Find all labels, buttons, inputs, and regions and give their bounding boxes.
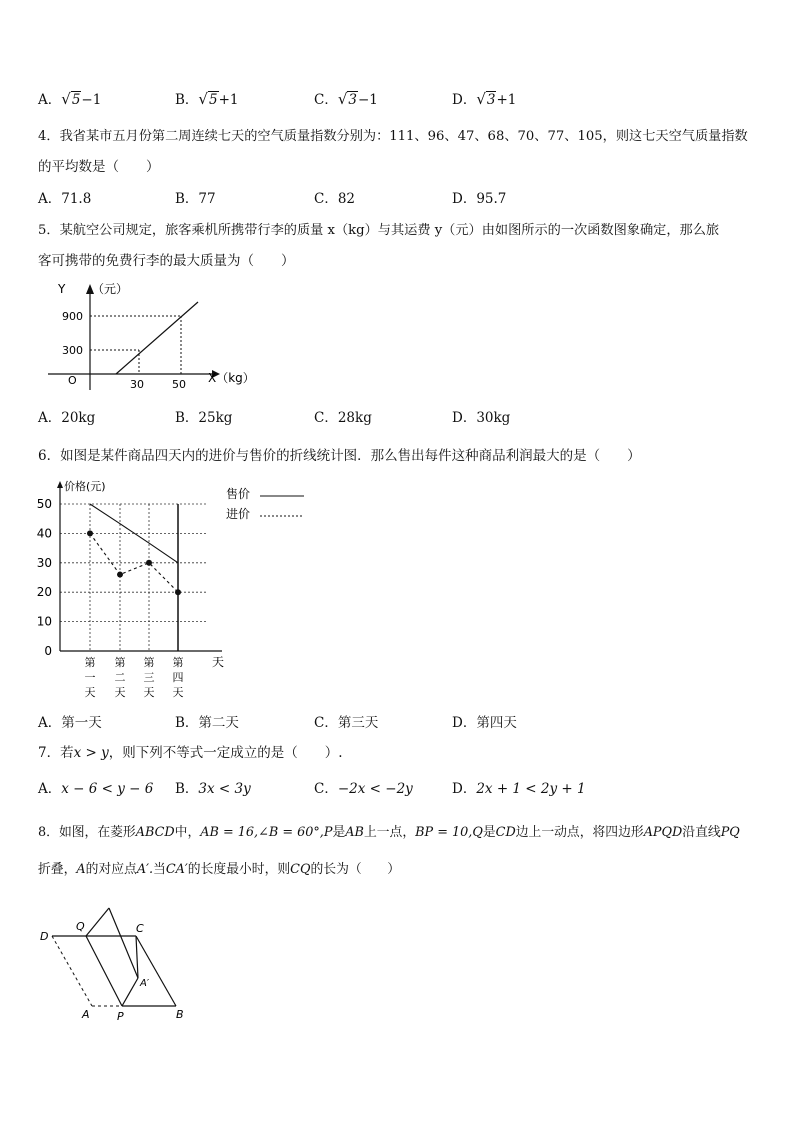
- q6-text-line1: 6．如图是某件商品四天内的进价与售价的折线统计图．那么售出每件这种商品利润最大的是（ ）: [38, 448, 641, 464]
- q6-option-b[interactable]: B．第二天: [175, 715, 239, 731]
- q8-fold-line-pq: [86, 936, 122, 1006]
- q4-option-d[interactable]: D．95.7: [452, 191, 507, 207]
- x-tick-label: 天: [172, 686, 184, 699]
- q5-x-tick-30: 30: [130, 378, 144, 391]
- q5-x-tick-50: 50: [172, 378, 186, 391]
- x-tick-label: 一: [84, 671, 96, 684]
- x-tick-label: 天: [143, 686, 155, 699]
- q5-option-b[interactable]: B．25kg: [175, 410, 233, 426]
- q5-y-tick-300: 300: [62, 344, 83, 357]
- legend-label: 进价: [226, 507, 251, 521]
- q5-y-tick-900: 900: [62, 310, 83, 323]
- sqrt-symbol: √5: [198, 90, 218, 108]
- x-tick-label: 第: [143, 656, 155, 669]
- q8-label-c: C: [136, 922, 144, 935]
- y-tick-label: 0: [44, 644, 52, 658]
- q4-option-c[interactable]: C．82: [314, 191, 356, 207]
- x-tick-label: 天: [84, 686, 96, 699]
- x-axis-label: 天: [212, 655, 225, 669]
- q8-label-a: A: [82, 1008, 90, 1021]
- x-tick-label: 三: [143, 671, 155, 684]
- q5-option-c[interactable]: C．28kg: [314, 410, 372, 426]
- y-tick-label: 50: [36, 497, 52, 511]
- q5-function-line: [116, 302, 198, 374]
- q5-x-label: X（kg）: [208, 371, 255, 385]
- data-point-cost: [146, 560, 152, 566]
- y-axis-label: 价格(元): [64, 480, 106, 493]
- q8-label-p: P: [117, 1010, 124, 1023]
- y-axis-arrow: [57, 481, 63, 488]
- q5-linear-graph: [40, 278, 270, 393]
- sqrt-symbol: √3: [476, 90, 496, 108]
- y-tick-label: 10: [36, 614, 52, 629]
- x-tick-label: 第: [172, 656, 184, 669]
- q6-price-line-chart: [30, 478, 320, 700]
- legend-label: 售价: [226, 487, 251, 501]
- q5-y-unit: （元）: [92, 282, 129, 296]
- q5-text-line2: 客可携带的免费行李的最大质量为（ ）: [38, 253, 295, 269]
- q8-segment-ca: [136, 936, 138, 978]
- q8-rhombus-figure: [30, 900, 200, 1028]
- q5-origin: O: [68, 374, 77, 387]
- q7-option-c[interactable]: C．−2x < −2y: [314, 781, 413, 797]
- q8-edge-da: [52, 936, 92, 1006]
- x-tick-label: 四: [172, 671, 184, 684]
- y-tick-label: 30: [36, 555, 52, 570]
- q8-label-b: B: [176, 1008, 184, 1021]
- q6-option-d[interactable]: D．第四天: [452, 715, 517, 731]
- q8-label-a-prime: A′: [140, 978, 150, 989]
- q5-text-line1: 5．某航空公司规定，旅客乘机所携带行李的质量 x（kg）与其运费 y（元）由如图所示的一次函数图象确定，那么旅: [38, 223, 720, 238]
- q4-option-b[interactable]: B．77: [175, 191, 216, 207]
- q8-folded-a-p: [122, 978, 138, 1006]
- y-tick-label: 40: [36, 526, 52, 541]
- q5-y-label: Y: [58, 282, 66, 296]
- q8-label-q: Q: [76, 920, 85, 933]
- q3-option-b[interactable]: B．√5+1: [175, 90, 239, 108]
- q8-text-line1: 8．如图，在菱形ABCD中，AB = 16,∠B = 60°,P是AB上一点，BP = 10,Q是CD边上一动点，将四边形APQD沿直线PQ: [38, 825, 740, 840]
- sqrt-symbol: √5: [61, 90, 81, 108]
- q8-folded-d-a: [109, 908, 138, 978]
- data-point-cost: [117, 572, 123, 578]
- data-point-cost: [175, 589, 181, 595]
- q8-text-line2: 折叠，A的对应点A′.当CA′的长度最小时，则CQ的长为（ ）: [38, 862, 401, 877]
- sqrt-symbol: √3: [337, 90, 357, 108]
- q7-text: 7．若x > y，则下列不等式一定成立的是（ ）.: [38, 745, 343, 761]
- x-tick-label: 天: [114, 686, 126, 699]
- q4-text-line1: 4．我省某市五月份第二周连续七天的空气质量指数分别为：111、96、47、68、70、77、105，则这七天空气质量指数: [38, 129, 748, 144]
- q8-label-d: D: [40, 930, 49, 943]
- q3-option-a[interactable]: A．√5−1: [38, 90, 102, 108]
- q7-option-a[interactable]: A．x − 6 < y − 6: [38, 781, 154, 797]
- q7-option-b[interactable]: B．3x < 3y: [175, 781, 251, 797]
- q8-edge-cb: [136, 936, 176, 1006]
- q4-option-a[interactable]: A．71.8: [38, 191, 92, 207]
- q4-text-line2: 的平均数是（ ）: [38, 159, 160, 175]
- x-tick-label: 第: [114, 656, 126, 669]
- x-tick-label: 第: [84, 656, 96, 669]
- x-tick-label: 二: [114, 671, 126, 684]
- q3-option-c[interactable]: C．√3−1: [314, 90, 378, 108]
- q5-option-a[interactable]: A．20kg: [38, 410, 96, 426]
- q8-folded-qd: [86, 908, 109, 936]
- y-tick-label: 20: [36, 585, 52, 600]
- q5-option-d[interactable]: D．30kg: [452, 410, 511, 426]
- q7-option-d[interactable]: D．2x + 1 < 2y + 1: [452, 781, 586, 797]
- q3-option-d[interactable]: D．√3+1: [452, 90, 517, 108]
- q7-condition: x > y: [73, 745, 109, 761]
- q6-option-a[interactable]: A．第一天: [38, 715, 102, 731]
- data-point-cost: [87, 530, 93, 536]
- q6-option-c[interactable]: C．第三天: [314, 715, 379, 731]
